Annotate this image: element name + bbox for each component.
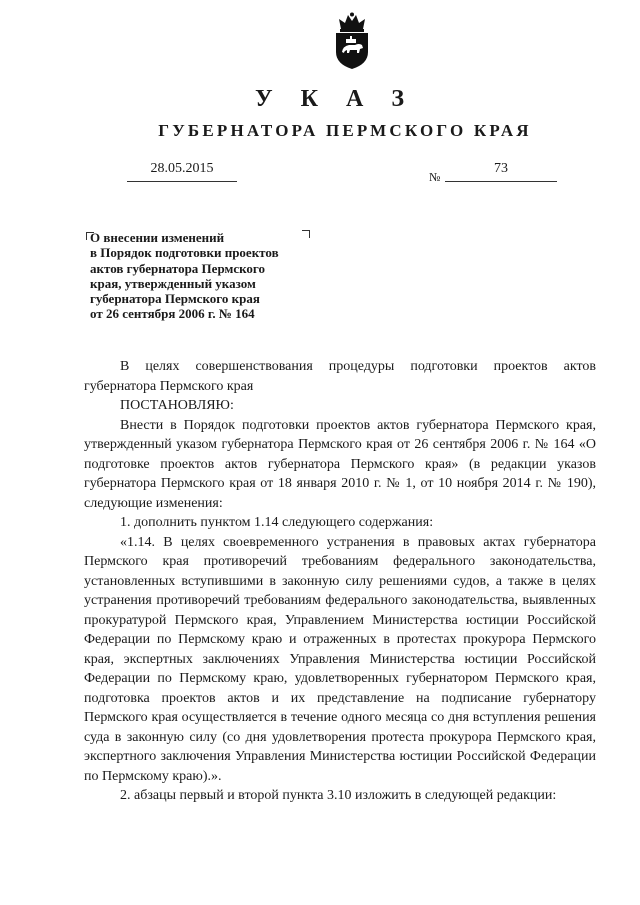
subject-line: актов губернатора Пермского	[90, 260, 265, 276]
document-title: У К А З	[254, 86, 415, 112]
subject-line: от 26 сентября 2006 г. № 164	[90, 306, 255, 322]
date-underline	[127, 181, 237, 182]
decree-subject	[90, 230, 320, 322]
decree-date: 28.05.2015	[150, 161, 214, 176]
decree-body	[84, 357, 596, 806]
subject-line: О внесении изменений	[90, 230, 225, 245]
body-paragraph: 2. абзацы первый и второй пункта 3.10 изложить в следующей редакции:	[120, 788, 557, 803]
coat-of-arms-icon	[332, 12, 372, 70]
number-label: №	[429, 170, 441, 184]
body-paragraph: «1.14. В целях своевременного устранения в правовых актах губернатора Пермского края противоречий требованиям федерального законодательства, установленных вступившими в законную силу решениями судов, а также в целях устранения противоречий требованиям федерального законодательства, выявленных прокуратурой Пермского края, Управлением Министерства юстиции Российской Федерации по Пермскому краю и отраженных в протестах прокурора Пермского края, экспертных заключениях Управления Министерства юстиции Российской Федерации по Пермскому краю, удовлетворенных губернатором Пермского края, подготовка проектов актов и их представление на подписание губернатору Пермского края осуществляется в течение одного месяца со дня вступления решения суда в законную силу (со дня удовлетворения протеста прокурора Пермского края, экспертного заключения Управления Министерства юстиции Российской Федерации по Пермскому краю).».	[84, 534, 596, 784]
preamble-paragraph: В целях совершенствования процедуры подготовки проектов актов губернатора Пермского края	[84, 359, 596, 394]
body-paragraph: 1. дополнить пунктом 1.14 следующего содержания:	[120, 515, 434, 530]
document-subtitle: ГУБЕРНАТОРА ПЕРМСКОГО КРАЯ	[158, 121, 532, 140]
subject-line: края, утвержденный указом	[90, 275, 256, 291]
body-paragraph: Внести в Порядок подготовки проектов актов губернатора Пермского края, утвержденный указом губернатора Пермского края от 26 сентября 2006 г. № 164 «О подготовке проектов актов губернатора Пермского края» (в редакции указов губернатора Пермского края от 18 января 2010 г. № 1, от 10 ноября 2014 г. № 190), следующие изменения:	[84, 417, 596, 511]
subject-line: губернатора Пермского края	[90, 291, 260, 307]
decree-number: 73	[494, 161, 508, 176]
subject-line: в Порядок подготовки проектов	[90, 245, 279, 261]
resolution-keyword: ПОСТАНОВЛЯЮ:	[120, 398, 234, 413]
number-underline	[445, 181, 557, 182]
